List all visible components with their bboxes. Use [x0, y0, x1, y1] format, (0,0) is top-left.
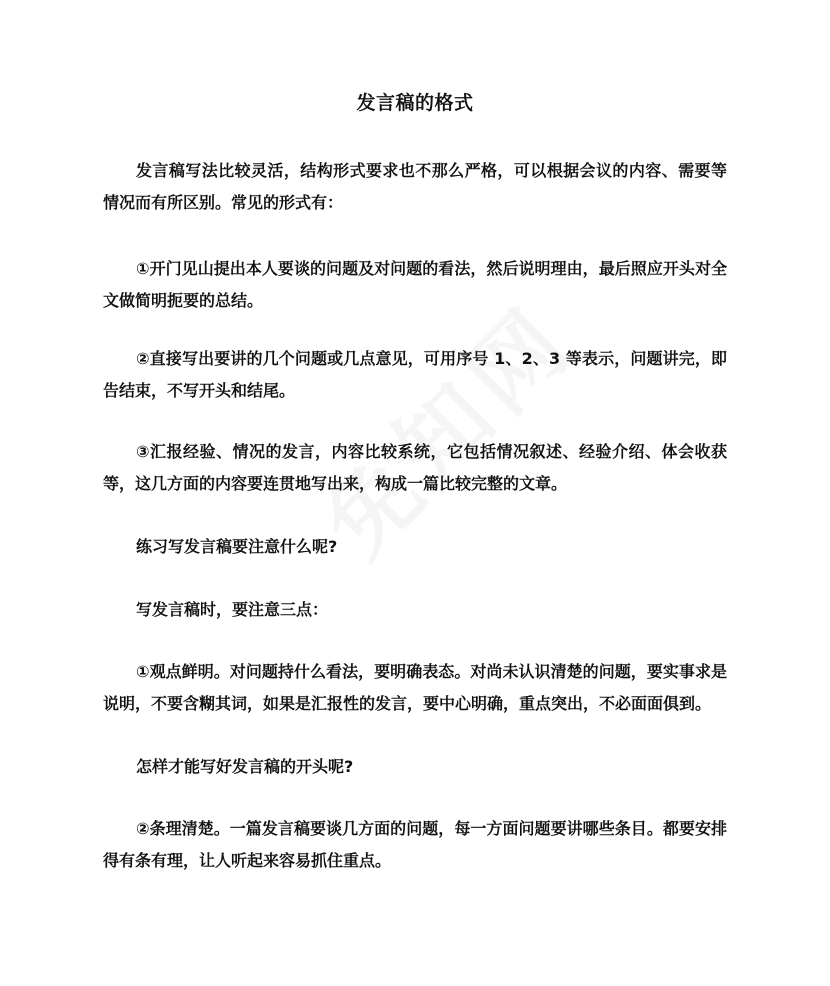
paragraph-question-1: 练习写发言稿要注意什么呢? [136, 537, 338, 556]
paragraph-point-1: ①观点鲜明。对问题持什么看法，要明确表态。对尚未认识清楚的问题，要实事求是说明，不要含糊其词，如果是汇报性的发言，要中心明确，重点突出，不必面面俱到。 [103, 662, 727, 713]
page-title: 发言稿的格式 [356, 92, 474, 114]
paragraph-point-2: ②条理清楚。一篇发言稿要谈几方面的问题，每一方面问题要讲哪些条目。都要安排得有条有理，让人听起来容易抓住重点。 [103, 819, 727, 870]
paragraph-form-2: ②直接写出要讲的几个问题或几点意见，可用序号 1、2、3 等表示，问题讲完，即告结束，不写开头和结尾。 [103, 349, 727, 400]
paragraph-form-1: ①开门见山提出本人要谈的问题及对问题的看法，然后说明理由，最后照应开头对全文做简明扼要的总结。 [103, 259, 727, 310]
paragraph-form-3: ③汇报经验、情况的发言，内容比较系统，它包括情况叙述、经验介绍、体会收获等，这几方面的内容要连贯地写出来，构成一篇比较完整的文章。 [103, 442, 727, 493]
paragraph-three-points: 写发言稿时，要注意三点： [136, 600, 329, 619]
paragraph-question-2: 怎样才能写好发言稿的开头呢? [136, 757, 354, 776]
paragraph-intro: 发言稿写法比较灵活，结构形式要求也不那么严格，可以根据会议的内容、需要等情况而有所区别。常见的形式有： [103, 161, 727, 212]
